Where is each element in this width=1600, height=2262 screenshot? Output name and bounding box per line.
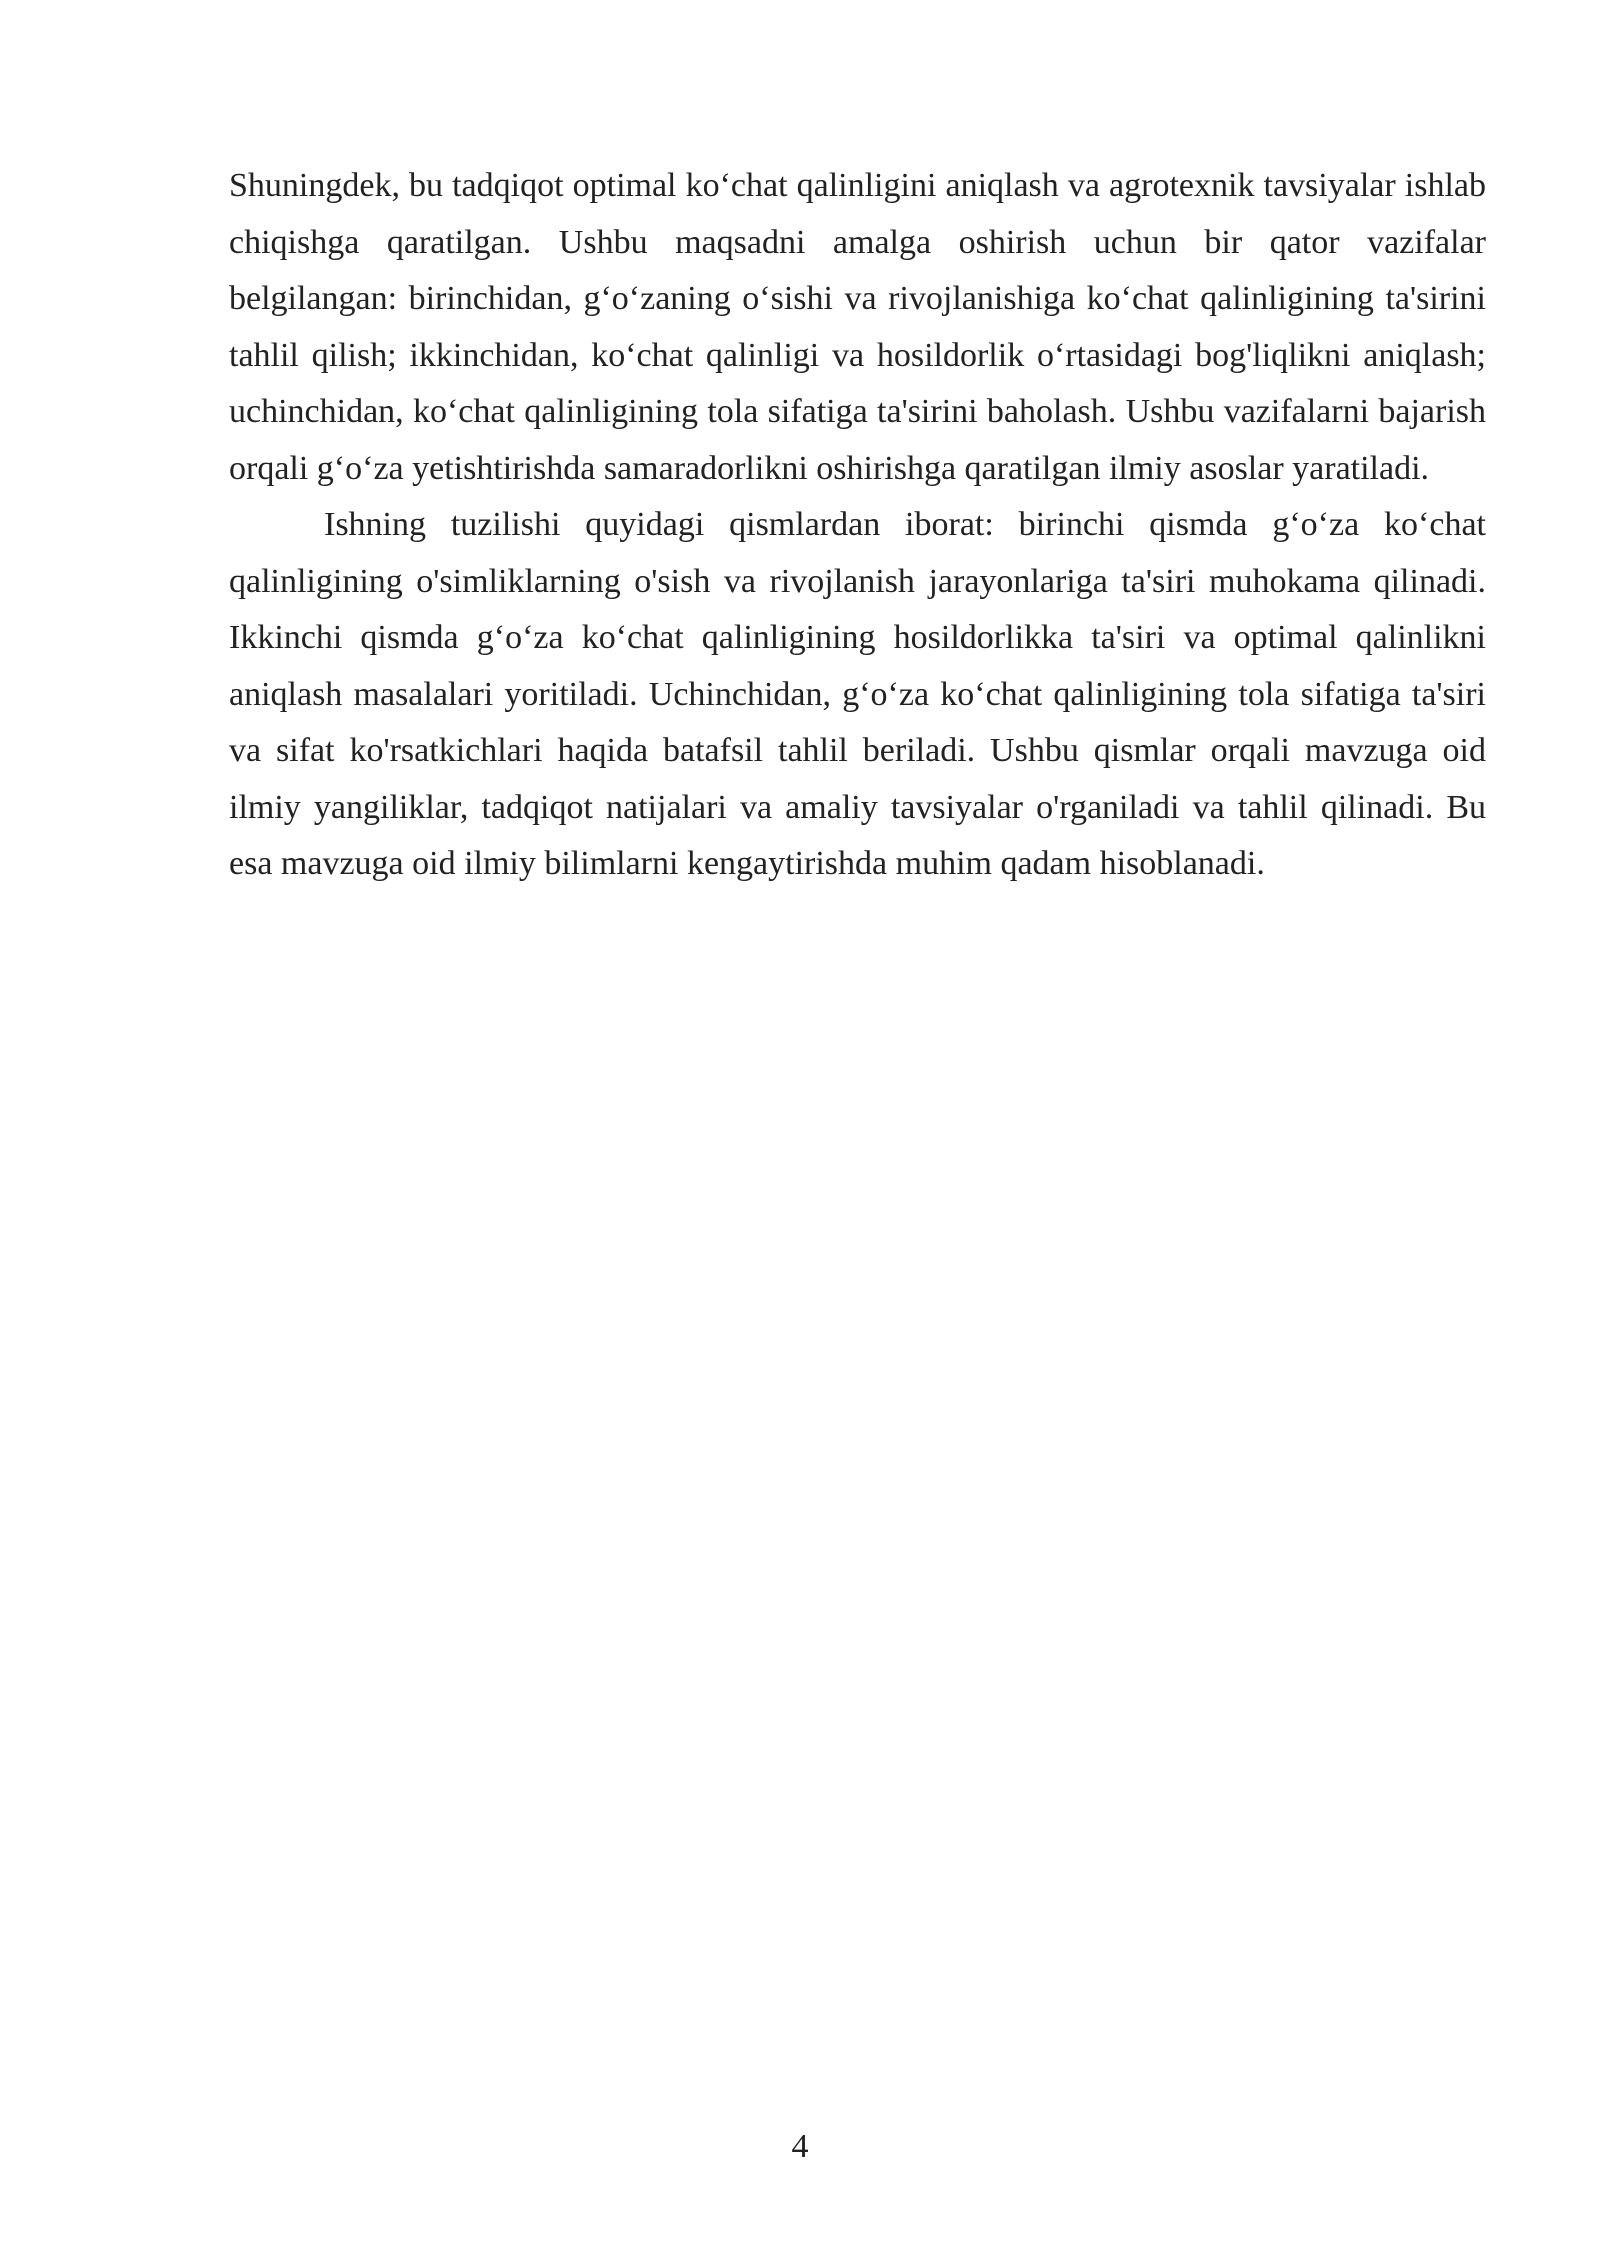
paragraph-1: Shuningdek, bu tadqiqot optimal ko‘chat qalinligini aniqlash va agrotexnik tavsiyalar ishlab chiqishga qaratilgan. Ushbu maqsadni amalga oshirish uchun bir qator vazifalar belgilangan: birinchidan, g‘o‘zaning o‘sishi va rivojlanishiga ko‘chat qalinligining ta'sirini tahlil qilish; ikkinchidan, ko‘chat qalinligi va hosildorlik o‘rtasidagi bog'liqlikni aniqlash; uchinchidan, ko‘chat qalinligining tola sifatiga ta'sirini baholash. Ushbu vazifalarni bajarish orqali g‘o‘za yetishtirishda samaradorlikni oshirishga qaratilgan ilmiy asoslar yaratiladi. xyxy=(229,167,1486,487)
page-number: 4 xyxy=(791,2128,809,2165)
paragraph-2: Ishning tuzilishi quyidagi qismlardan iborat: birinchi qismda g‘o‘za ko‘chat qalinligining o'simliklarning o'sish va rivojlanish jarayonlariga ta'siri muhokama qilinadi. Ikkinchi qismda g‘o‘za ko‘chat qalinligining hosildorlikka ta'siri va optimal qalinlikni aniqlash masalalari yoritiladi. Uchinchidan, g‘o‘za ko‘chat qalinligining tola sifatiga ta'siri va sifat ko'rsatkichlari haqida batafsil tahlil beriladi. Ushbu qismlar orqali mavzuga oid ilmiy yangiliklar, tadqiqot natijalari va amaliy tavsiyalar o'rganiladi va tahlil qilinadi. Bu esa mavzuga oid ilmiy bilimlarni kengaytirishda muhim qadam hisoblanadi. xyxy=(229,506,1486,882)
body-text xyxy=(229,158,1486,893)
